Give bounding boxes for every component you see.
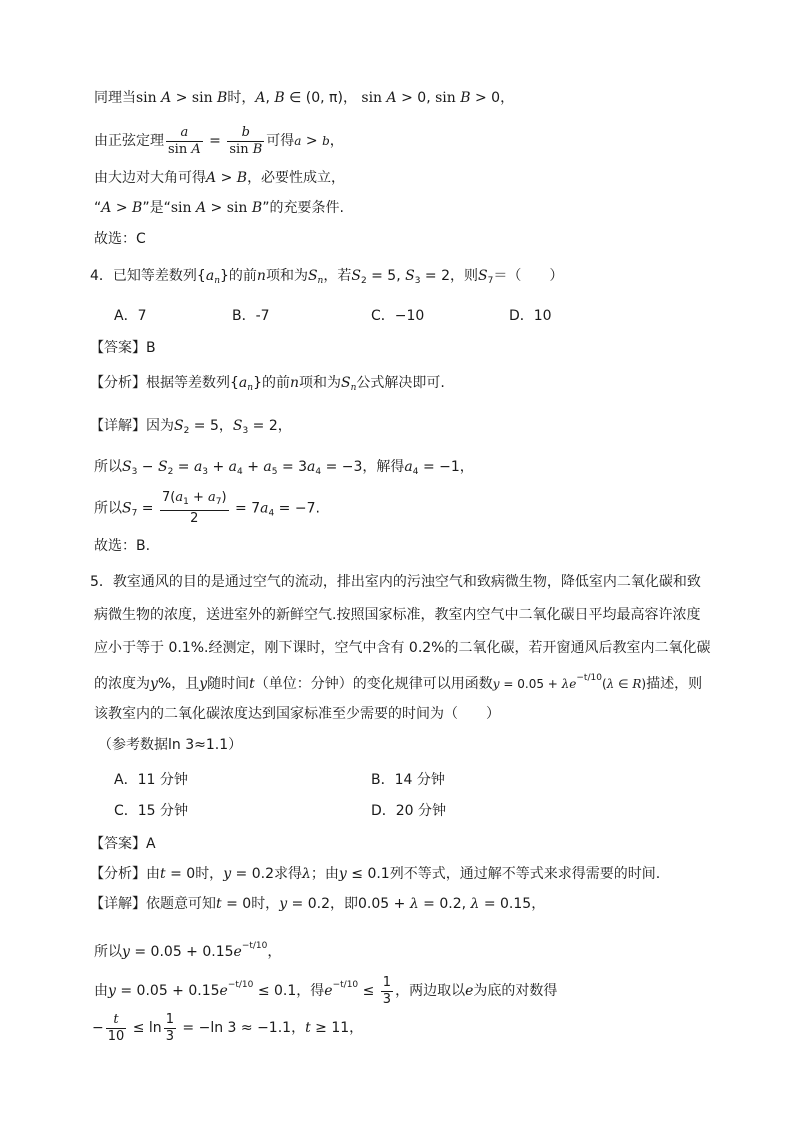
q5-log: − $\frac{t}{10}$ ≤ ln $\frac{1}{3}$ = −ln 3 ≈ −1.1，t ≥ 11， bbox=[92, 1011, 364, 1044]
proof-line-2: 由正弦定理 $\frac{a}{\text{sin A}}$ = $\frac{b}{\text{sin B}}$ 可得a > b， bbox=[94, 124, 344, 157]
text: 4．已知等差数列 bbox=[90, 268, 197, 284]
text: ， bbox=[267, 944, 282, 960]
text: 由 bbox=[94, 983, 108, 999]
text: 由正弦定理 bbox=[94, 133, 164, 149]
q4-option-b: B．-7 bbox=[232, 308, 270, 324]
text: 所以 bbox=[94, 500, 122, 517]
q4-choose: 故选：B. bbox=[94, 538, 151, 554]
text: 所以 bbox=[94, 944, 122, 960]
text: 随时间 bbox=[207, 676, 250, 692]
text: ， bbox=[342, 90, 357, 106]
text: 的浓度为 bbox=[94, 676, 150, 692]
proof-choose: 故选：C bbox=[94, 231, 146, 247]
text: ，必要性成立， bbox=[247, 170, 346, 186]
q5-so: 所以$y = 0.05 + 0.15e^{-t/10}$， bbox=[94, 941, 282, 960]
text: 的前 bbox=[228, 268, 257, 284]
q5-option-a: A．11 分钟 bbox=[114, 772, 188, 788]
text: 时， bbox=[251, 896, 280, 912]
text: ， bbox=[459, 459, 474, 475]
q5-answer: 【答案】A bbox=[90, 836, 156, 852]
text: ，即 bbox=[330, 896, 359, 912]
text: ”是“ bbox=[142, 200, 171, 216]
text: ， bbox=[500, 90, 515, 106]
text: ， bbox=[218, 418, 233, 434]
label: 【分析】 bbox=[90, 375, 146, 391]
q5-analysis: 【分析】由t = 0时，y = 0.2求得λ；由y ≤ 0.1列不等式，通过解不等式来求得需要的时间. bbox=[90, 866, 661, 882]
text: （单位：分钟）的变化规律可以用函数 bbox=[254, 676, 493, 692]
q4-answer: 【答案】B bbox=[90, 340, 156, 356]
text: 描述，则 bbox=[646, 676, 703, 692]
q5-stem-2: 病微生物的浓度，送进室外的新鲜空气.按照国家标准，教室内空气中二氧化碳日平均最高容许浓度 bbox=[94, 607, 701, 623]
text: ，则 bbox=[450, 268, 478, 284]
text: ，两边取以 bbox=[395, 983, 466, 999]
q5-stem-4: 的浓度为y%，且y随时间t（单位：分钟）的变化规律可以用函数$y = 0.05 + \lambda e^{-t/10}(\lambda$ ∈ R)描述，则 bbox=[94, 673, 703, 692]
text: 时， bbox=[227, 90, 256, 106]
q5-option-d: D．20 分钟 bbox=[371, 803, 447, 819]
text: ＝（ ） bbox=[493, 268, 564, 284]
q4-option-d: D．10 bbox=[509, 308, 552, 324]
label: 【详解】 bbox=[90, 418, 146, 434]
text: 同理当 bbox=[94, 90, 136, 106]
text: %，且 bbox=[157, 676, 200, 692]
q5-option-b: B．14 分钟 bbox=[371, 772, 445, 788]
text: 依题意可知 bbox=[146, 896, 216, 912]
q5-option-c: C．15 分钟 bbox=[114, 803, 189, 819]
q4-option-c: C．−10 bbox=[371, 308, 425, 324]
text: 为底的对数得 bbox=[473, 983, 558, 999]
q5-stem-5: 该教室内的二氧化碳浓度达到国家标准至少需要的时间为（ ） bbox=[94, 706, 500, 722]
q4-solution-2: 所以$S_7$ = $\frac{7(a_1 + a_7)}{2}$ = $7a_4 = -7$. bbox=[94, 490, 320, 526]
q4-detail: 【详解】因为$S_2 = 5$，$S_3 = 2$， bbox=[90, 418, 292, 436]
text: ”的充要条件. bbox=[262, 200, 344, 216]
q5-reference: （参考数据ln 3≈1.1） bbox=[98, 737, 243, 753]
text: ， bbox=[349, 1020, 364, 1036]
text: ；由 bbox=[310, 866, 339, 882]
proof-line-3: 由大边对大角可得A > B，必要性成立， bbox=[94, 170, 346, 186]
text: 项和为 bbox=[299, 375, 342, 391]
text: 由 bbox=[146, 866, 160, 882]
text: 根据等差数列 bbox=[146, 375, 230, 391]
text: 由大边对大角可得 bbox=[94, 170, 206, 186]
q4-solution-1: 所以$S_3 - S_2 = a_3 + a_4 + a_5 = 3a_4 = -3$，解得$a_4 = -1$， bbox=[94, 459, 474, 477]
label: 【分析】 bbox=[90, 866, 146, 882]
text: ，解得 bbox=[362, 459, 405, 475]
text: 项和为 bbox=[265, 268, 308, 284]
text: ， bbox=[277, 418, 292, 434]
proof-line-1: 同理当sin A > sin B时，A, B ∈ (0, π)， sin A > 0, sin B > 0， bbox=[94, 90, 515, 106]
q4-option-a: A．7 bbox=[114, 308, 147, 324]
text: 可得 bbox=[266, 133, 295, 149]
q5-detail: 【详解】依题意可知t = 0时，y = 0.2，即0.05 + λ = 0.2, λ = 0.15， bbox=[90, 896, 546, 912]
q4-stem: 4．已知等差数列$\{a_n\}$的前n项和为$S_n$，若$S_2 = 5$, $S_3 = 2$，则$S_7=$（ ） bbox=[90, 268, 564, 286]
q5-stem-1: 5．教室通风的目的是通过空气的流动，排出室内的污浊空气和致病微生物，降低室内二氧化碳和致 bbox=[90, 574, 701, 590]
text: 的前 bbox=[262, 375, 290, 391]
text: ， bbox=[531, 896, 546, 912]
q5-stem-3: 应小于等于 0.1%.经测定，刚下课时，空气中含有 0.2%的二氧化碳，若开窗通风后教室内二氧化碳 bbox=[94, 640, 711, 656]
text: 时， bbox=[195, 866, 224, 882]
text: 公式解决即可. bbox=[356, 375, 445, 391]
text: 列不等式，通过解不等式来求得需要的时间. bbox=[389, 866, 661, 882]
proof-line-4: “A > B”是“sin A > sin B”的充要条件. bbox=[94, 200, 344, 216]
text: “ bbox=[94, 200, 102, 216]
text: 求得 bbox=[274, 866, 303, 882]
label: 【详解】 bbox=[90, 896, 146, 912]
text: ， bbox=[291, 1020, 306, 1036]
q4-analysis: 【分析】根据等差数列$\{a_n\}$的前n项和为$S_n$公式解决即可. bbox=[90, 375, 445, 393]
q5-inequality: 由$y = 0.05 + 0.15e^{-t/10} \le 0.1$，得$e^{-t/10}$ ≤ $\frac{1}{3}$ ，两边取以e为底的对数得 bbox=[94, 974, 558, 1007]
text: ，若 bbox=[323, 268, 352, 284]
text: ，得 bbox=[296, 983, 325, 999]
text: 因为 bbox=[146, 418, 174, 434]
text: 所以 bbox=[94, 459, 122, 475]
